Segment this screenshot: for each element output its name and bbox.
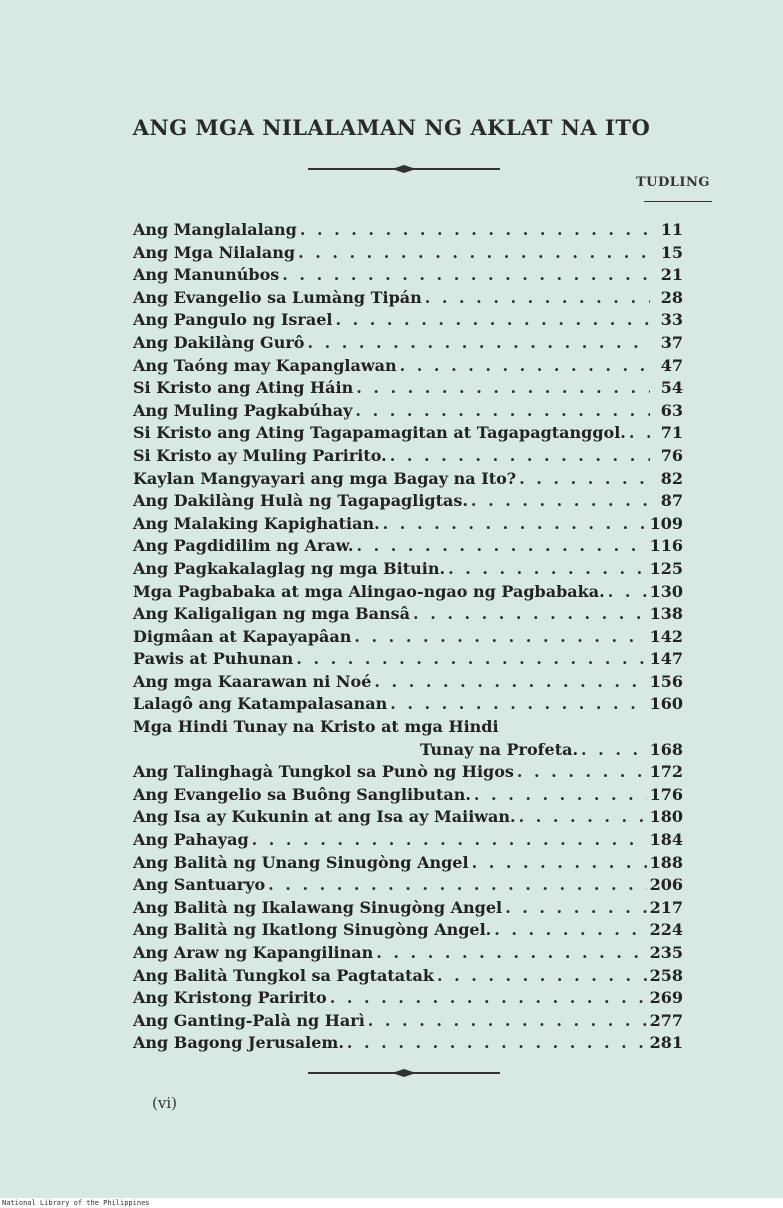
toc-entry xyxy=(133,806,683,829)
dot-leader xyxy=(335,309,650,332)
toc-entry-title: Ang Pangulo ng Israel xyxy=(133,310,333,330)
toc-entry-page: 176 xyxy=(649,784,683,804)
toc-entry-title: Ang Kaligaligan ng mga Bansâ xyxy=(133,604,411,624)
dot-leader xyxy=(517,761,647,784)
dot-leader xyxy=(505,897,646,920)
toc-entry-title: Ang Kristong Paririto xyxy=(133,988,327,1008)
toc-entry-title: Ang Pagkakalaglag ng mga Bituin. xyxy=(133,558,446,578)
toc-entry-title: Ang Manglalalang xyxy=(133,220,297,239)
bottom-ornament-rule xyxy=(308,1069,500,1077)
toc-entry-page: 217 xyxy=(649,897,683,917)
toc-entry-page: 76 xyxy=(660,445,683,465)
dot-leader xyxy=(519,468,650,491)
dot-leader xyxy=(474,784,647,807)
dot-leader xyxy=(608,581,647,604)
toc-entry-page: 172 xyxy=(649,762,683,782)
toc-entry xyxy=(133,874,683,897)
toc-entry xyxy=(133,309,683,332)
column-header: TUDLING xyxy=(636,175,710,190)
toc-entry-title: Ang Ganting-Palà ng Harì xyxy=(133,1010,365,1030)
toc-entry-title: Ang Balità ng Unang Sinugòng Angel xyxy=(133,852,469,872)
toc-entry xyxy=(133,987,683,1010)
dot-leader xyxy=(472,852,647,875)
dot-leader xyxy=(356,377,650,400)
dot-leader xyxy=(390,445,650,468)
toc-entry-page: 82 xyxy=(660,468,683,488)
toc-entry-title: Ang Evangelio sa Buông Sanglibutan. xyxy=(133,784,471,804)
toc-entry xyxy=(133,716,683,739)
toc-entry-title: Ang Pagdidilim ng Araw. xyxy=(133,536,354,556)
toc-entry-page: 37 xyxy=(660,332,683,352)
toc-entry-title: Lalagô ang Katampalasanan xyxy=(133,694,388,714)
toc-entry xyxy=(133,784,683,807)
toc-entry-page: 147 xyxy=(649,649,683,669)
toc-entry xyxy=(133,965,683,988)
toc-entry xyxy=(133,603,683,626)
dot-leader xyxy=(298,242,650,265)
toc-entry-title: Si Kristo ang Ating Tagapamagitan at Tagapagtanggol. xyxy=(133,423,626,443)
toc-entry-title: Ang Dakilàng Hulà ng Tagapagligtas. xyxy=(133,491,468,511)
toc-entry xyxy=(133,648,683,671)
dot-leader xyxy=(347,1032,647,1055)
toc-entry xyxy=(133,445,683,468)
toc-entry-title: Ang Evangelio sa Lumàng Tipán xyxy=(133,287,422,307)
dot-leader xyxy=(368,1010,647,1033)
toc-entry-title: Tunay na Profeta. xyxy=(420,739,579,759)
toc-entry-page: 11 xyxy=(660,220,683,239)
toc-entry xyxy=(133,490,683,513)
toc-entry-page: 206 xyxy=(649,875,683,895)
toc-entry-page: 109 xyxy=(649,513,683,533)
toc-entry-title: Digmâan at Kapayapâan xyxy=(133,626,352,646)
toc-entry-page: 47 xyxy=(660,355,683,375)
toc-entry-title: Ang Balità ng Ikatlong Sinugòng Angel. xyxy=(133,920,492,940)
toc-entry xyxy=(133,558,683,581)
toc-entry-page: 224 xyxy=(649,920,683,940)
dot-leader xyxy=(252,829,647,852)
toc-entry xyxy=(133,377,683,400)
toc-entry xyxy=(133,739,683,762)
toc-entry xyxy=(133,219,683,242)
toc-entry-title: Ang Talinghagà Tungkol sa Punò ng Higos xyxy=(133,762,514,782)
dot-leader xyxy=(300,219,650,242)
dot-leader xyxy=(354,626,646,649)
toc-entry-page: 168 xyxy=(649,739,683,759)
dot-leader xyxy=(581,739,647,762)
dot-leader xyxy=(400,355,650,378)
toc-entry-page: 63 xyxy=(660,400,683,420)
toc-entry xyxy=(133,355,683,378)
dot-leader xyxy=(307,332,650,355)
toc-entry-page: 130 xyxy=(649,581,683,601)
toc-entry xyxy=(133,852,683,875)
toc-entry-page: 33 xyxy=(660,310,683,330)
toc-entry xyxy=(133,513,683,536)
dot-leader xyxy=(330,987,647,1010)
toc-entry-page: 54 xyxy=(660,378,683,398)
toc-entry-title: Ang Malaking Kapighatian. xyxy=(133,513,380,533)
toc-entry-title: Ang Pahayag xyxy=(133,830,249,850)
toc-entry-page: 87 xyxy=(660,491,683,511)
toc-entry xyxy=(133,942,683,965)
top-ornament-rule xyxy=(308,165,500,173)
toc-entry-page: 269 xyxy=(649,988,683,1008)
toc-entry-title: Mga Pagbabaka at mga Alingao-ngao ng Pagbabaka. xyxy=(133,581,605,601)
dot-leader xyxy=(519,806,647,829)
toc-entry-page: 188 xyxy=(649,852,683,872)
dot-leader xyxy=(374,671,646,694)
toc-entry-title: Ang Manunúbos xyxy=(133,265,280,285)
toc-entry-title: Ang Isa ay Kukunin at ang Isa ay Maiiwan. xyxy=(133,807,516,827)
toc-entry-title: Ang Araw ng Kapangilinan xyxy=(133,943,374,962)
toc-entry-page: 21 xyxy=(660,265,683,285)
toc-entry-title: Ang Muling Pagkabúhay xyxy=(133,400,353,420)
dot-leader xyxy=(437,965,647,988)
footer-credit: National Library of the Philippines xyxy=(2,1199,150,1207)
toc-entry-page: 142 xyxy=(649,626,683,646)
page-title: ANG MGA NILALAMAN NG AKLAT NA ITO xyxy=(132,115,651,140)
toc-entry xyxy=(133,332,683,355)
toc-entry xyxy=(133,581,683,604)
toc-entry-title: Kaylan Mangyayari ang mga Bagay na Ito? xyxy=(133,468,517,488)
toc-entry-title: Ang Dakilàng Gurô xyxy=(133,332,305,352)
dot-leader xyxy=(390,693,646,716)
toc-entry-title: Si Kristo ay Muling Paririto. xyxy=(133,445,387,465)
toc-entry-title: Ang Balità Tungkol sa Pagtatatak xyxy=(133,965,434,985)
toc-entry-title: Ang Mga Nilalang xyxy=(133,242,296,262)
page-number: (vi) xyxy=(152,1094,177,1112)
toc-entry-page: 28 xyxy=(660,287,683,307)
toc-entry-page: 125 xyxy=(649,558,683,578)
table-of-contents xyxy=(133,219,683,1055)
dot-leader xyxy=(376,942,646,965)
toc-entry-page: 235 xyxy=(649,943,683,962)
dot-leader xyxy=(413,603,647,626)
toc-entry-page: 160 xyxy=(649,694,683,714)
toc-entry xyxy=(133,671,683,694)
toc-entry xyxy=(133,468,683,491)
toc-entry xyxy=(133,693,683,716)
toc-entry-title: Pawis at Puhunan xyxy=(133,649,294,669)
toc-entry-page: 116 xyxy=(649,536,683,556)
toc-entry-page: 258 xyxy=(649,965,683,985)
toc-entry-page: 281 xyxy=(649,1033,683,1053)
dot-leader xyxy=(355,400,650,423)
toc-entry xyxy=(133,761,683,784)
toc-entry-title: Ang Taóng may Kapanglawan xyxy=(133,355,397,375)
toc-entry-title: Mga Hindi Tunay na Kristo at mga Hindi xyxy=(133,717,499,737)
toc-entry-title: Ang mga Kaarawan ni Noé xyxy=(133,671,372,691)
toc-entry xyxy=(133,897,683,920)
dot-leader xyxy=(282,264,650,287)
column-header-rule xyxy=(644,201,712,202)
toc-entry xyxy=(133,1032,683,1055)
toc-entry xyxy=(133,1010,683,1033)
toc-entry-page: 277 xyxy=(649,1010,683,1030)
toc-entry xyxy=(133,242,683,265)
dot-leader xyxy=(383,513,647,536)
toc-entry xyxy=(133,626,683,649)
dot-leader xyxy=(494,919,646,942)
toc-entry xyxy=(133,829,683,852)
toc-entry xyxy=(133,287,683,310)
toc-entry xyxy=(133,535,683,558)
toc-entry xyxy=(133,422,683,445)
toc-entry xyxy=(133,264,683,287)
toc-entry-title: Ang Balità ng Ikalawang Sinugòng Angel xyxy=(133,897,503,917)
dot-leader xyxy=(629,422,650,445)
dot-leader xyxy=(268,874,646,897)
toc-entry-page: 184 xyxy=(649,830,683,850)
toc-entry-title: Ang Santuaryo xyxy=(133,875,266,895)
toc-entry-title: Si Kristo ang Ating Háin xyxy=(133,378,354,398)
toc-entry-page: 138 xyxy=(649,604,683,624)
toc-entry-page: 156 xyxy=(649,671,683,691)
dot-leader xyxy=(425,287,650,310)
dot-leader xyxy=(356,535,646,558)
dot-leader xyxy=(296,648,646,671)
toc-entry-page: 15 xyxy=(660,242,683,262)
dot-leader xyxy=(448,558,647,581)
toc-entry-page: 71 xyxy=(660,423,683,443)
dot-leader xyxy=(471,490,650,513)
toc-entry xyxy=(133,919,683,942)
toc-entry-title: Ang Bagong Jerusalem. xyxy=(133,1033,344,1053)
toc-entry-page: 180 xyxy=(649,807,683,827)
toc-entry xyxy=(133,400,683,423)
